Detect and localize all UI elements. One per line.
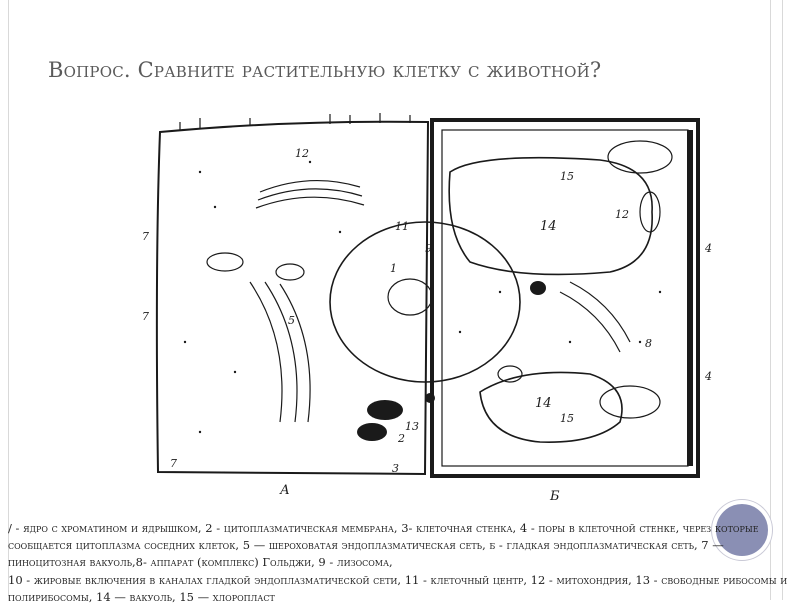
cell-comparison-figure (140, 112, 720, 502)
label-12b: 12 (615, 208, 629, 221)
figure-caption (8, 520, 798, 606)
nucleolus (388, 279, 432, 315)
rough-er (250, 282, 310, 422)
mitochondrion-2 (640, 192, 660, 232)
label-7a: 7 (142, 230, 149, 243)
slide-frame-line-right (770, 0, 771, 600)
label-15a: 15 (560, 170, 574, 183)
golgi-apparatus (256, 181, 364, 208)
fat-inclusion-2 (357, 423, 387, 441)
caption-line-3: пиноцитозная вакуоль,8- аппарат (комплекс) Гольджи, 9 - лизосома, (8, 555, 393, 570)
slide-frame-line-left (8, 0, 9, 600)
label-7c: 7 (170, 457, 177, 470)
animal-cell-membrane (157, 122, 428, 474)
label-3: 3 (392, 462, 399, 475)
label-5: 5 (288, 314, 295, 327)
lysosome (530, 281, 546, 295)
chloroplast-lower (600, 386, 660, 418)
label-1: 1 (390, 262, 397, 275)
label-15b: 15 (560, 412, 574, 425)
label-8: 8 (645, 337, 652, 350)
caption-line-5: полирибосомы, 14 — вакуоль, 15 — хлоропласт (8, 589, 275, 604)
label-11: 11 (395, 220, 409, 233)
label-4a: 4 (705, 242, 712, 255)
cell-diagram (140, 112, 720, 502)
caption-line-4: 10 - жировые включения в каналах гладкой эндоплазматической сети, 11 - клеточный центр, 12 - митохондрия, 13 - свободные рибосомы и (8, 572, 788, 587)
caption-line-2: сообщается цитоплазма соседних клеток, 5 — шероховатая эндоплазматическая сеть, б - гладкая эндоплазматическая сеть, 7 — (8, 538, 724, 553)
label-14a: 14 (540, 219, 557, 234)
slide-title: Вопрос. Сравните растительную клетку с животной? (48, 58, 602, 82)
slide-frame-line-right-outer (782, 0, 783, 600)
label-panel-a: А (280, 483, 290, 498)
fat-inclusion-1 (367, 400, 403, 420)
label-12a: 12 (295, 147, 309, 160)
mitochondrion-3 (276, 264, 304, 280)
label-2: 2 (398, 432, 405, 445)
label-4b: 4 (705, 370, 712, 383)
cytoplasm-stipple (184, 161, 661, 433)
lysosome-2 (425, 393, 435, 403)
chloroplast-upper (608, 141, 672, 173)
label-13: 13 (405, 420, 419, 433)
caption-line-1: / - ядро с хроматином и ядрышком, 2 - цитоплазматическая мембрана, 3- клеточная стенка, 4 - поры в клеточной стенке, через которые (8, 521, 759, 535)
label-14b: 14 (535, 396, 552, 411)
mitochondrion-1 (207, 253, 243, 271)
label-9: 9 (425, 242, 432, 255)
label-7b: 7 (142, 310, 149, 323)
label-panel-b: Б (550, 489, 560, 502)
